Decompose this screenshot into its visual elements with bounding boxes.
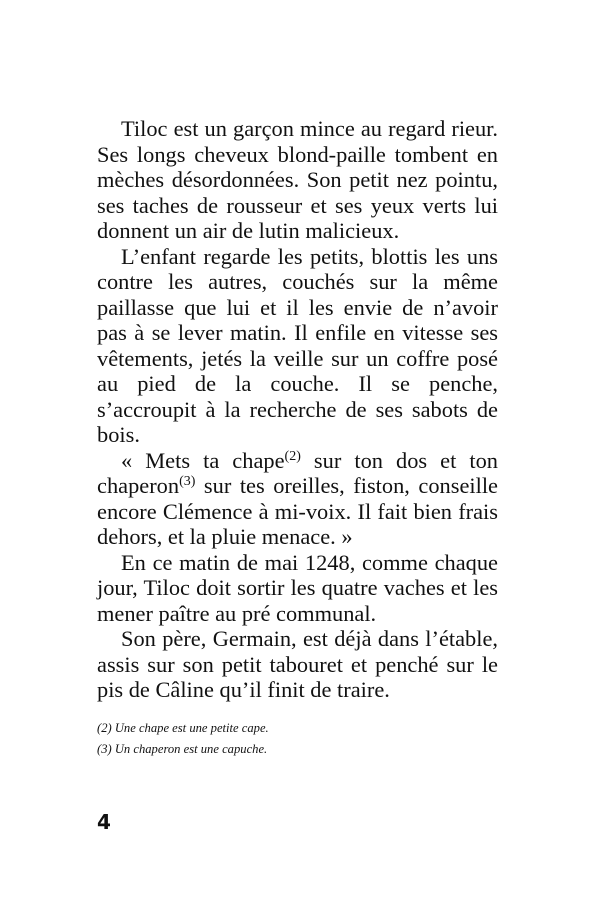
body-text: [97, 116, 498, 703]
footnote-2: (2) Une chape est une petite cape.: [97, 721, 269, 735]
footnote-ref-3: (3): [179, 474, 196, 489]
paragraph-4: En ce matin de mai 1248, comme chaque jour, Tiloc doit sortir les quatre vaches et les mener paître au pré communal.: [97, 549, 498, 626]
dialogue-part-3: sur tes oreilles, fiston, conseille encore Clémence à mi-voix. Il fait bien frais dehors, et la pluie menace. »: [97, 473, 498, 549]
paragraph-2: L’enfant regarde les petits, blottis les uns contre les autres, couchés sur la même paillasse que lui et il les envie de n’avoir pas à se lever matin. Il enfile en vitesse ses vêtements, jetés la veille sur un coffre posé au pied de la couche. Il se penche, s’accroupit à la recherche de ses sabots de bois.: [97, 243, 498, 447]
footnote-ref-2: (2): [284, 448, 301, 464]
dialogue-part-1: « Mets ta chape: [121, 447, 285, 473]
paragraph-1: Tiloc est un garçon mince au regard rieur. Ses longs cheveux blond-paille tombent en mèches désordonnées. Son petit nez pointu, ses taches de rousseur et ses yeux verts lui donnent un air de lutin malicieux.: [97, 116, 498, 243]
paragraph-3-dialogue: [97, 448, 498, 550]
dialogue-part-2: sur ton dos et ton chaperon: [97, 447, 499, 498]
paragraph-5: Son père, Germain, est déjà dans l’étable, assis sur son petit tabouret et penché sur le pis de Câline qu’il finit de traire.: [97, 626, 498, 702]
footnote-3: (3) Un chaperon est une capuche.: [97, 742, 268, 756]
footnotes: [97, 718, 498, 760]
page-number: 4: [97, 810, 111, 834]
